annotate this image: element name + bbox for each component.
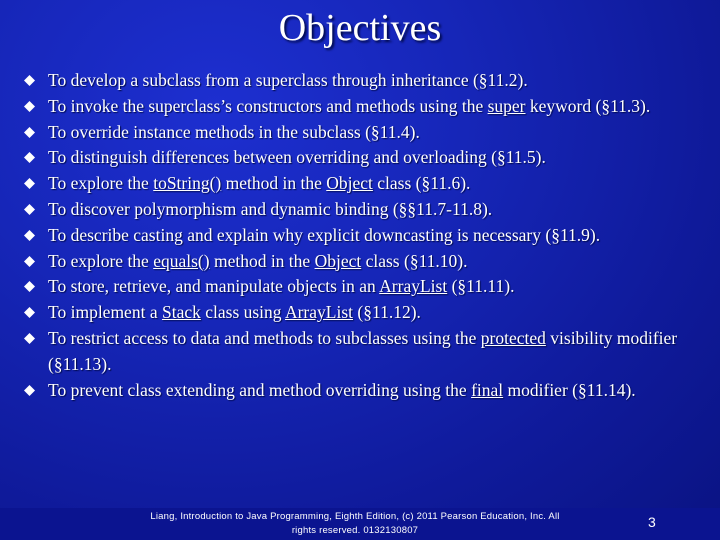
underlined-term: Stack	[161, 302, 201, 323]
underlined-term: final	[471, 379, 504, 400]
diamond-bullet-icon	[24, 256, 35, 267]
objective-item	[22, 274, 702, 300]
diamond-bullet-icon	[24, 281, 35, 292]
underlined-term: ArrayList	[284, 302, 354, 323]
objective-item	[22, 300, 702, 326]
objective-text: class (§11.10).	[361, 250, 468, 271]
objective-text: To implement a	[48, 302, 162, 323]
objective-item	[22, 94, 702, 120]
objective-text: keyword (§11.3).	[525, 95, 651, 116]
objective-text: To override instance methods in the subclass (§11.4).	[48, 121, 420, 142]
objective-text: To discover polymorphism and dynamic binding (§§11.7-11.8).	[48, 198, 493, 219]
objective-item	[22, 249, 702, 275]
underlined-term: Object	[314, 250, 362, 271]
footer-line-2: rights reserved. 0132130807	[291, 525, 419, 536]
objective-item	[22, 145, 702, 171]
objective-item	[22, 378, 702, 404]
objective-item	[22, 197, 702, 223]
page-number: 3	[648, 514, 656, 530]
objective-item	[22, 68, 702, 94]
diamond-bullet-icon	[24, 101, 35, 112]
objective-text: To develop a subclass from a superclass through inheritance (§11.2).	[48, 70, 528, 90]
objective-text: To invoke the superclass’s constructors and methods using the	[48, 95, 488, 116]
objective-item	[22, 326, 702, 378]
diamond-bullet-icon	[24, 385, 35, 396]
objective-text: visibility modifier (§11.13).	[48, 327, 678, 374]
objective-text: class using	[200, 302, 285, 323]
underlined-term: toString()	[153, 173, 222, 194]
objective-text: (§11.11).	[447, 276, 515, 297]
diamond-bullet-icon	[24, 333, 35, 344]
footer-citation	[145, 510, 565, 538]
objective-text: method in the	[221, 173, 327, 194]
objective-text: To distinguish differences between overriding and overloading (§11.5).	[48, 147, 546, 168]
objective-text: To restrict access to data and methods to subclasses using the	[48, 327, 481, 348]
diamond-bullet-icon	[24, 204, 35, 215]
objective-text: To explore the	[48, 173, 154, 194]
objective-item	[22, 223, 702, 249]
objective-item	[22, 120, 702, 146]
underlined-term: protected	[480, 327, 546, 348]
footer-line-1: Liang, Introduction to Java Programming, Eighth Edition, (c) 2011 Pearson Education, Inc. All	[150, 511, 560, 522]
objective-text: To describe casting and explain why explicit downcasting is necessary (§11.9).	[48, 224, 601, 245]
underlined-term: ArrayList	[379, 276, 448, 297]
diamond-bullet-icon	[24, 230, 35, 241]
diamond-bullet-icon	[24, 152, 35, 163]
diamond-bullet-icon	[24, 75, 35, 86]
objective-text: method in the	[209, 250, 315, 271]
objective-text: class (§11.6).	[372, 173, 471, 194]
objective-text: To explore the	[48, 250, 154, 271]
objective-text: To prevent class extending and method overriding using the	[48, 379, 472, 400]
underlined-term: Object	[326, 173, 373, 194]
diamond-bullet-icon	[24, 178, 35, 189]
objective-text: To store, retrieve, and manipulate objects in an	[48, 276, 380, 297]
objective-text: modifier (§11.14).	[503, 379, 636, 400]
objective-text: (§11.12).	[353, 302, 421, 323]
underlined-term: equals()	[153, 250, 210, 271]
diamond-bullet-icon	[24, 307, 35, 318]
objectives-list	[22, 68, 702, 403]
diamond-bullet-icon	[24, 127, 35, 138]
slide-title: Objectives	[278, 7, 442, 49]
objective-item	[22, 171, 702, 197]
underlined-term: super	[487, 95, 526, 116]
